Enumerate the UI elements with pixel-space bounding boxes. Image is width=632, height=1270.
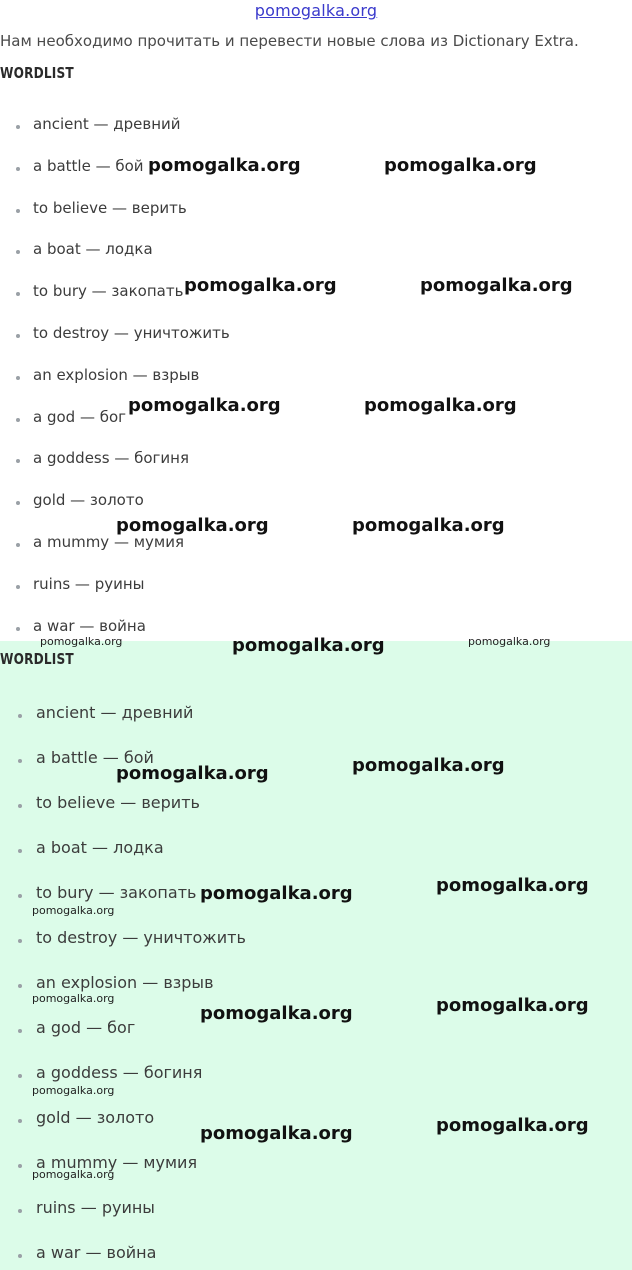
bullet-icon: [18, 894, 22, 898]
word-translation: a boat — лодка: [36, 838, 164, 857]
word-translation: ancient — древний: [36, 703, 194, 722]
bullet-icon: [16, 167, 20, 171]
word-translation: a goddess — богиня: [33, 449, 189, 468]
bullet-icon: [18, 1209, 22, 1213]
watermark-text: pomogalka.org: [364, 395, 517, 416]
watermark-text: pomogalka.org: [352, 755, 505, 776]
bullet-icon: [18, 1164, 22, 1168]
word-translation: ruins — руины: [36, 1198, 155, 1217]
word-translation: a war — война: [36, 1243, 157, 1262]
bullet-icon: [16, 125, 20, 129]
bullet-icon: [18, 714, 22, 718]
bullet-icon: [16, 209, 20, 213]
word-translation: to destroy — уничтожить: [33, 324, 230, 342]
bullet-icon: [16, 585, 20, 589]
watermark-text: pomogalka.org: [384, 155, 537, 176]
word-translation: ancient — древний: [33, 115, 181, 133]
watermark-text: pomogalka.org: [200, 883, 353, 904]
word-translation: a god — бог: [36, 1018, 136, 1037]
watermark-text: pomogalka.org: [352, 515, 505, 536]
word-translation: a boat — лодка: [33, 240, 153, 259]
word-translation: to believe — верить: [33, 198, 187, 217]
watermark-text: pomogalka.org: [32, 992, 115, 1005]
bullet-icon: [16, 292, 20, 296]
word-translation: to believe — верить: [36, 793, 200, 812]
word-translation: gold — золото: [33, 491, 144, 510]
wordlist-heading: WORDLIST: [0, 64, 74, 82]
watermark-text: pomogalka.org: [200, 1003, 353, 1024]
site-watermark-link[interactable]: pomogalka.org: [254, 1, 378, 20]
bullet-icon: [18, 1254, 22, 1258]
intro-text: Нам необходимо прочитать и перевести новые слова из Dictionary Extra.: [0, 32, 579, 50]
word-translation: a mummy — мумия: [36, 1153, 198, 1172]
bullet-icon: [16, 376, 20, 380]
wordlist-heading: WORDLIST: [0, 650, 74, 668]
watermark-text: pomogalka.org: [40, 635, 123, 648]
watermark-text: pomogalka.org: [116, 763, 269, 784]
bullet-icon: [18, 849, 22, 853]
watermark-text: pomogalka.org: [184, 275, 337, 296]
watermark-text: pomogalka.org: [32, 1168, 115, 1181]
bullet-icon: [16, 627, 20, 631]
word-translation: to bury — закопать: [33, 282, 184, 301]
watermark-text: pomogalka.org: [148, 155, 301, 176]
word-translation: gold — золото: [36, 1108, 155, 1127]
watermark-text: pomogalka.org: [436, 1115, 589, 1136]
word-translation: a battle — бой: [36, 748, 154, 767]
bullet-icon: [16, 250, 20, 254]
bullet-icon: [16, 501, 20, 505]
word-translation: a goddess — богиня: [36, 1063, 203, 1082]
bullet-icon: [16, 459, 20, 463]
watermark-text: pomogalka.org: [436, 995, 589, 1016]
watermark-text: pomogalka.org: [420, 275, 573, 296]
bullet-icon: [18, 939, 22, 943]
word-translation: an explosion — взрыв: [33, 365, 200, 384]
watermark-text: pomogalka.org: [436, 875, 589, 896]
bullet-icon: [18, 1074, 22, 1078]
bullet-icon: [16, 334, 20, 338]
word-translation: an explosion — взрыв: [36, 973, 214, 992]
bullet-icon: [16, 543, 20, 547]
word-translation: to destroy — уничтожить: [36, 928, 246, 947]
word-translation: to bury — закопать: [36, 883, 197, 902]
watermark-text: pomogalka.org: [200, 1123, 353, 1144]
word-translation: a battle — бой: [33, 156, 144, 175]
watermark-text: pomogalka.org: [128, 395, 281, 416]
word-translation: a mummy — мумия: [33, 533, 184, 551]
watermark-text: pomogalka.org: [32, 904, 115, 917]
bullet-icon: [18, 1029, 22, 1033]
bullet-icon: [18, 1119, 22, 1123]
watermark-text: pomogalka.org: [116, 515, 269, 536]
bullet-icon: [18, 984, 22, 988]
watermark-text: pomogalka.org: [32, 1084, 115, 1097]
word-translation: ruins — руины: [33, 574, 145, 593]
watermark-text: pomogalka.org: [468, 635, 551, 648]
bullet-icon: [16, 418, 20, 422]
bullet-icon: [18, 759, 22, 763]
watermark-text: pomogalka.org: [232, 635, 385, 656]
word-translation: a god — бог: [33, 407, 127, 426]
bullet-icon: [18, 804, 22, 808]
word-translation: a war — война: [33, 616, 146, 635]
